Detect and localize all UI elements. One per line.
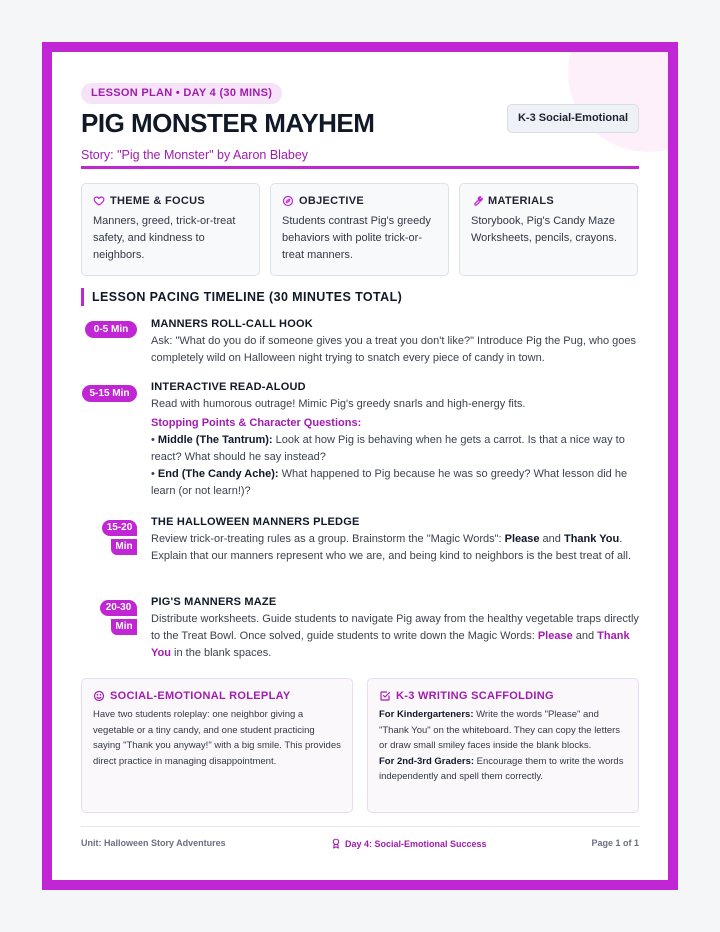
magic-word: Please <box>537 630 573 642</box>
page-title: PIG MONSTER MAYHEM <box>81 108 375 138</box>
box-body <box>379 707 627 754</box>
compass-icon <box>282 195 294 207</box>
item-title: THE HALLOWEEN MANNERS PLEDGE <box>151 516 360 528</box>
timeline-heading: LESSON PACING TIMELINE (30 MINUTES TOTAL) <box>81 288 402 306</box>
checkbox-icon <box>379 690 391 702</box>
stop-text: Look at how Pig is behaving when he gets a carrot. Is that a nice way to react? What should he say instead? <box>151 434 625 463</box>
time-pill: 5-15 Min <box>82 385 137 402</box>
scaffolding-box <box>367 678 639 813</box>
time-pill-unit: Min <box>111 539 137 555</box>
timeline-item <box>151 516 641 565</box>
item-body: Ask: "What do you do if someone gives you a treat you don't like?" Introduce Pig the Pug, who goes completely wild on Halloween night trying to snatch every piece of candy in town. <box>151 335 637 364</box>
stops-heading: Stopping Points & Character Questions: <box>151 417 362 429</box>
stop-text: What happened to Pig because he was so greedy? What lesson did he learn (or not learn!)? <box>151 468 628 497</box>
story-subtitle: Story: "Pig the Monster" by Aaron Blabey <box>81 148 309 162</box>
item-title: PIG'S MANNERS MAZE <box>151 596 277 608</box>
materials-card <box>459 183 638 276</box>
lesson-plan-page <box>52 52 668 880</box>
body-text: Distribute worksheets. Guide students to navigate Pig away from the healthy vegetable traps directly to the Treat Bowl. Once solved, guide students to write down the Magic Words: <box>151 613 639 642</box>
theme-card <box>81 183 260 276</box>
item-body <box>151 531 641 565</box>
box-body: Have two students roleplay: one neighbor giving a vegetable or a tiny candy, and one student practicing saying "Thank you anyway!" with a big smile. This provides direct practice in managing disappointment. <box>93 709 341 767</box>
body-text: and <box>572 630 598 642</box>
box-title: SOCIAL-EMOTIONAL ROLEPLAY <box>110 690 291 702</box>
time-pill: 0-5 Min <box>85 321 137 338</box>
card-body: Storybook, Pig's Candy Maze Worksheets, pencils, crayons. <box>471 215 617 244</box>
item-body: Read with humorous outrage! Mimic Pig's greedy snarls and high-energy fits. <box>151 398 526 410</box>
body-text: Review trick-or-treating rules as a group. Brainstorm the "Magic Words": <box>151 533 505 545</box>
card-title: MATERIALS <box>488 195 555 207</box>
footer-unit: Unit: Halloween Story Adventures <box>81 838 226 848</box>
award-icon <box>331 838 341 849</box>
stop-item: • Middle (The Tantrum): Look at how Pig is behaving when he gets a carrot. Is that a nice way to react? What should he say instead? <box>151 434 625 463</box>
header-divider <box>81 166 639 169</box>
footer-day <box>331 838 487 849</box>
item-body <box>151 611 641 662</box>
footer-page: Page 1 of 1 <box>591 838 639 848</box>
wrench-icon <box>471 195 483 207</box>
timeline-item <box>151 318 641 367</box>
stop-label: Middle (The Tantrum): <box>157 434 273 446</box>
smiley-icon <box>93 690 105 702</box>
item-title: MANNERS ROLL-CALL HOOK <box>151 318 313 330</box>
group-text: Write the words "Please" and "Thank You" on the whiteboard. They can copy the letters or draw small smiley faces inside the blank blocks. <box>379 709 621 751</box>
body-text: and <box>539 533 564 545</box>
footer-divider <box>81 826 639 827</box>
group-label: For 2nd-3rd Graders: <box>379 755 475 767</box>
footer-day-text: Day 4: Social-Emotional Success <box>345 838 487 849</box>
card-body: Manners, greed, trick-or-treat safety, and kindness to neighbors. <box>93 215 236 261</box>
magic-word: Thank You <box>563 533 620 545</box>
page-border <box>42 42 678 890</box>
magic-word: Thank You <box>151 630 630 659</box>
group-text: Encourage them to write the words independently and spell them correctly. <box>379 755 624 782</box>
card-title: THEME & FOCUS <box>110 195 205 207</box>
item-title: INTERACTIVE READ-ALOUD <box>151 381 306 393</box>
group-label: For Kindergarteners: <box>379 709 474 720</box>
overview-cards <box>81 183 639 276</box>
body-text: in the blank spaces. <box>170 647 272 659</box>
time-pill-unit: Min <box>111 619 137 635</box>
roleplay-box <box>81 678 353 813</box>
stop-label: End (The Candy Ache): <box>157 468 279 480</box>
card-body: Students contrast Pig's greedy behaviors with polite trick-or-treat manners. <box>282 215 431 261</box>
magic-word: Please <box>504 533 540 545</box>
box-body <box>379 754 627 785</box>
card-title: OBJECTIVE <box>299 195 365 207</box>
timeline-item <box>151 596 641 662</box>
time-pill: 20-30 <box>100 600 137 616</box>
timeline-item <box>151 381 641 500</box>
stop-item: • End (The Candy Ache): What happened to Pig because he was so greedy? What lesson did he learn (or not learn!)? <box>151 468 628 497</box>
box-title: K-3 WRITING SCAFFOLDING <box>396 690 554 702</box>
heart-icon <box>93 195 105 207</box>
grade-tag: K-3 Social-Emotional <box>507 104 639 133</box>
body-text: . Explain that our manners represent who we are, and being kind to neighbors is the best treat of all. <box>151 533 632 562</box>
time-pill: 15-20 <box>102 520 137 536</box>
lesson-badge: LESSON PLAN • DAY 4 (30 MINS) <box>81 83 282 104</box>
objective-card <box>270 183 449 276</box>
decorative-circle <box>568 52 668 152</box>
